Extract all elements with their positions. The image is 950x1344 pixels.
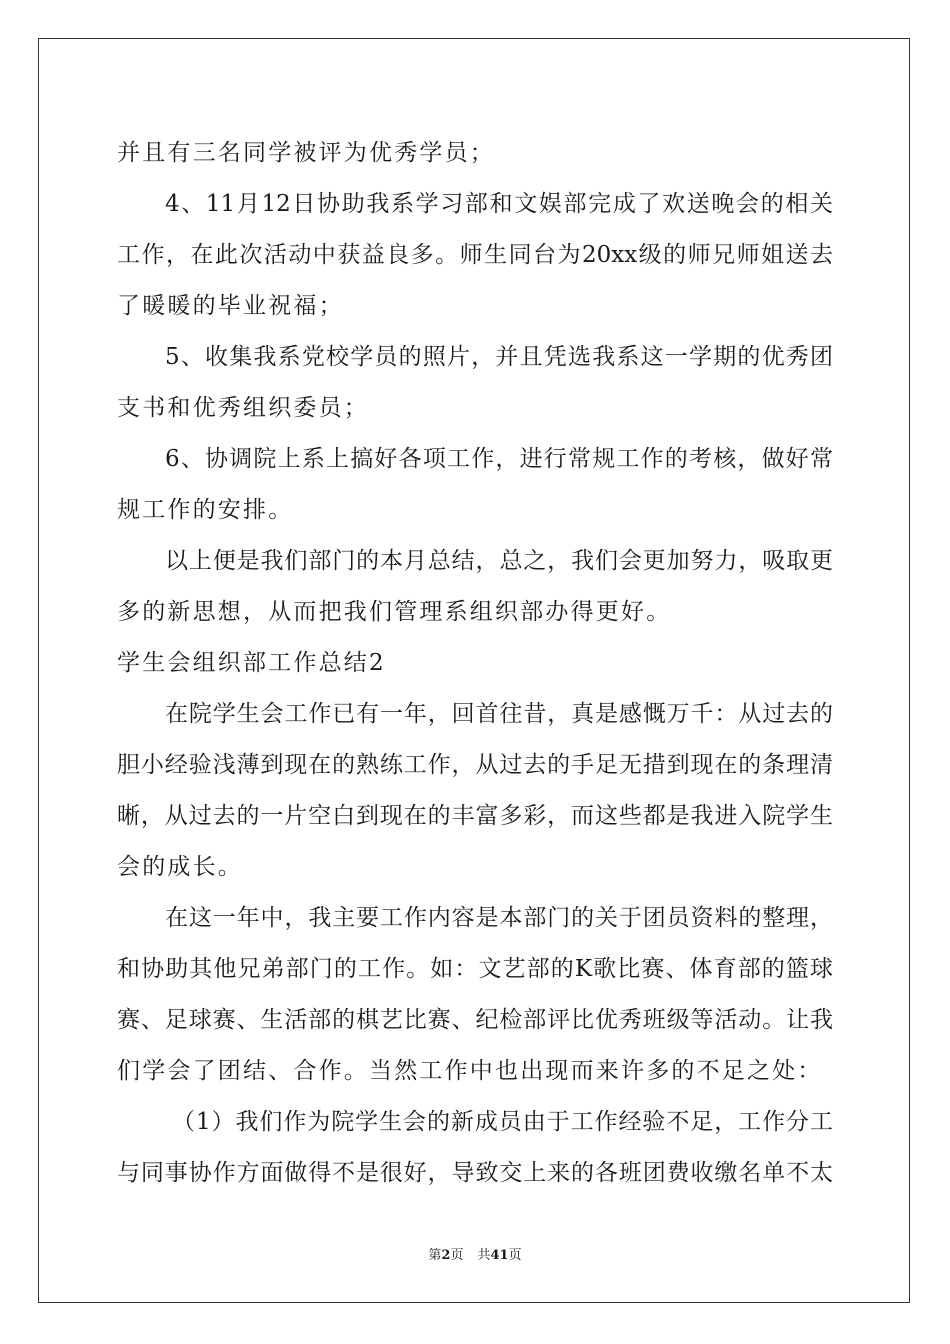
text-line: 并且有三名同学被评为优秀学员； bbox=[117, 140, 495, 166]
page-footer bbox=[0, 1244, 950, 1263]
current-page-number: 2 bbox=[441, 1248, 451, 1263]
section-heading: 学生会组织部工作总结2 bbox=[117, 650, 386, 676]
text-line: 与同事协作方面做得不是很好，导致交上来的各班团费收缴名单不太 bbox=[117, 1160, 833, 1186]
text-line: 了暖暖的毕业祝福； bbox=[117, 293, 344, 319]
text-line: 们学会了团结、合作。当然工作中也出现而来许多的不足之处： bbox=[117, 1058, 823, 1084]
document-body bbox=[117, 128, 833, 1199]
text-line: 在院学生会工作已有一年，回首往昔，真是感慨万千：从过去的 bbox=[165, 701, 833, 727]
text-line: 4、11月12日协助我系学习部和文娱部完成了欢送晚会的相关 bbox=[165, 191, 833, 217]
text-line: 在这一年中，我主要工作内容是本部门的关于团员资料的整理， bbox=[165, 905, 833, 931]
footer-prefix: 第 bbox=[428, 1248, 442, 1263]
text-line: 多的新思想，从而把我们管理系组织部办得更好。 bbox=[117, 599, 672, 625]
footer-total-suffix: 页 bbox=[508, 1248, 522, 1263]
text-line: 工作，在此次活动中获益良多。师生同台为20xx级的师兄师姐送去 bbox=[117, 242, 833, 268]
text-line: 5、收集我系党校学员的照片，并且凭选我系这一学期的优秀团 bbox=[165, 344, 833, 370]
text-line: 和协助其他兄弟部门的工作。如：文艺部的K歌比赛、体育部的篮球 bbox=[117, 956, 833, 982]
text-line: 规工作的安排。 bbox=[117, 497, 294, 523]
text-line: 胆小经验浅薄到现在的熟练工作，从过去的手足无措到现在的条理清 bbox=[117, 752, 833, 778]
text-line: 会的成长。 bbox=[117, 854, 243, 880]
total-pages-number: 41 bbox=[490, 1248, 509, 1263]
text-line: 以上便是我们部门的本月总结，总之，我们会更加努力，吸取更 bbox=[165, 548, 833, 574]
text-line: 支书和优秀组织委员； bbox=[117, 395, 369, 421]
text-line: 晰，从过去的一片空白到现在的丰富多彩，而这些都是我进入院学生 bbox=[117, 803, 833, 829]
text-line: （1）我们作为院学生会的新成员由于工作经验不足，工作分工 bbox=[172, 1109, 833, 1135]
footer-page-suffix: 页 bbox=[450, 1248, 464, 1263]
text-line: 赛、足球赛、生活部的棋艺比赛、纪检部评比优秀班级等活动。让我 bbox=[117, 1007, 833, 1033]
footer-total-prefix: 共 bbox=[477, 1248, 491, 1263]
text-line: 6、协调院上系上搞好各项工作，进行常规工作的考核，做好常 bbox=[165, 446, 833, 472]
